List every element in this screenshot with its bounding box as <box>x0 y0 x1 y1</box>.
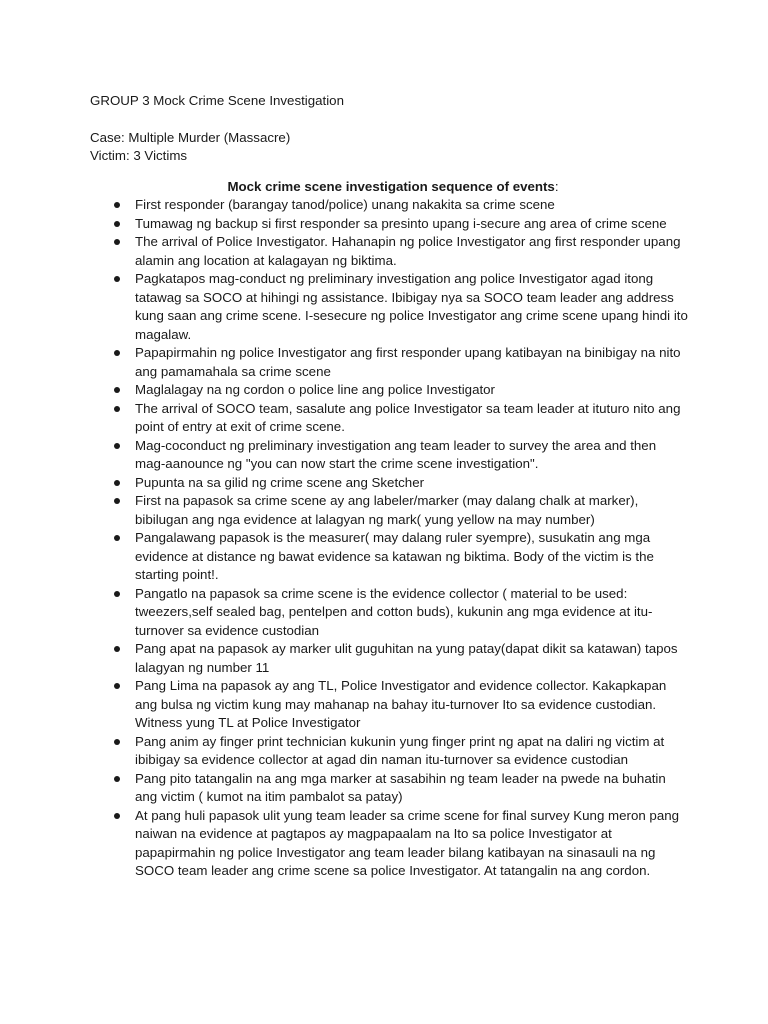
bullet-icon <box>114 221 120 227</box>
event-item <box>90 474 690 493</box>
event-item <box>90 492 690 529</box>
event-item <box>90 733 690 770</box>
event-text: First na papasok sa crime scene ay ang labeler/marker (may dalang chalk at marker), bibilugan ang nga evidence at lalagyan ng mark( yung yellow na may number) <box>135 493 639 527</box>
event-item <box>90 437 690 474</box>
bullet-icon <box>114 739 120 745</box>
bullet-icon <box>114 276 120 282</box>
event-item <box>90 233 690 270</box>
event-item <box>90 196 690 215</box>
event-text: Papapirmahin ng police Investigator ang first responder upang katibayan na binibigay na nito ang pamamahala sa crime scene <box>135 345 681 379</box>
bullet-icon <box>114 498 120 504</box>
event-item <box>90 640 690 677</box>
victim-line: Victim: 3 Victims <box>90 148 188 163</box>
bullet-icon <box>114 683 120 689</box>
bullet-icon <box>114 387 120 393</box>
event-item <box>90 344 690 381</box>
event-item <box>90 215 690 234</box>
section-heading-text: Mock crime scene investigation sequence of events <box>227 178 555 194</box>
event-item <box>90 529 690 585</box>
event-text: The arrival of SOCO team, sasalute ang police Investigator sa team leader at ituturo nito ang point of entry at exit of crime scene. <box>135 400 681 434</box>
bullet-icon <box>114 202 120 208</box>
bullet-icon <box>114 535 120 541</box>
event-item <box>90 585 690 641</box>
section-heading <box>90 178 690 197</box>
bullet-icon <box>114 480 120 486</box>
event-text: The arrival of Police Investigator. Hahanapin ng police Investigator ang first responder upang alamin ang location at kalagayan ng biktima. <box>135 234 681 268</box>
event-item <box>90 770 690 807</box>
event-text: Pang anim ay finger print technician kukunin yung finger print ng apat na daliri ng victim at ibibigay sa evidence collector at agad din naman itu-turnover sa evidence custodian <box>135 733 665 767</box>
event-text: Mag-coconduct ng preliminary investigation ang team leader to survey the area and then mag-aanounce ng "you can now start the crime scene investigation". <box>135 437 657 471</box>
bullet-icon <box>114 406 120 412</box>
event-text: Pangalawang papasok is the measurer( may dalang ruler syempre), susukatin ang mga evidence at distance ng bawat evidence sa katawan ng biktima. Body of the victim is the starting point!. <box>135 530 654 582</box>
bullet-icon <box>114 776 120 782</box>
case-line: Case: Multiple Murder (Massacre) <box>90 129 291 145</box>
document-title: GROUP 3 Mock Crime Scene Investigation <box>90 93 344 108</box>
event-item <box>90 400 690 437</box>
bullet-icon <box>114 646 120 652</box>
event-text: Pangatlo na papasok sa crime scene is the evidence collector ( material to be used: tweezers,self sealed bag, pentelpen and cotton buds), kukunin ang mga evidence at itu-turnover sa evidence custodian <box>135 585 653 638</box>
event-item <box>90 381 690 400</box>
event-item <box>90 677 690 733</box>
event-text: At pang huli papasok ulit yung team leader sa crime scene for final survey Kung meron pang naiwan na evidence at pagtapos ay magpapaalam na Ito sa police Investigator at papapirmahin ng police Investigator ang team leader bilang katibayan na sinasauli na ng SOCO team leader ang crime scene sa police Investigator. At tatangalin na ang cordon. <box>135 807 680 878</box>
event-text: Pang Lima na papasok ay ang TL, Police Investigator and evidence collector. Kakapkapan ang bulsa ng victim kung may mahanap na bahay itu-turnover Ito sa evidence custodian. Witness yung TL at Police Investigator <box>135 678 667 730</box>
event-text: First responder (barangay tanod/police) unang nakakita sa crime scene <box>135 197 555 212</box>
event-item <box>90 270 690 344</box>
bullet-icon <box>114 239 120 245</box>
event-text: Pupunta na sa gilid ng crime scene ang Sketcher <box>135 474 425 490</box>
event-text: Pang pito tatangalin na ang mga marker at sasabihin ng team leader na pwede na buhatin ang victim ( kumot na itim pambalot sa patay) <box>135 770 666 804</box>
document-page <box>90 92 690 881</box>
event-text: Pang apat na papasok ay marker ulit guguhitan na yung patay(dapat dikit sa katawan) tapos lalagyan ng number 11 <box>135 641 678 675</box>
event-item <box>90 807 690 881</box>
section-heading-suffix: : <box>554 178 559 194</box>
bullet-icon <box>114 813 120 819</box>
bullet-icon <box>114 443 120 449</box>
bullet-icon <box>114 591 120 597</box>
event-text: Tumawag ng backup si first responder sa presinto upang i-secure ang area of crime scene <box>135 215 667 231</box>
events-list <box>90 196 690 881</box>
event-text: Pagkatapos mag-conduct ng preliminary investigation ang police Investigator agad itong tatawag sa SOCO at hihingi ng assistance. Ibibigay nya sa SOCO team leader ang address kung saan ang crime scene. I-sesecure ng police Investigator ang crime scene upang hindi ito magalaw. <box>135 271 688 342</box>
event-text: Maglalagay na ng cordon o police line ang police Investigator <box>135 382 495 397</box>
bullet-icon <box>114 350 120 356</box>
